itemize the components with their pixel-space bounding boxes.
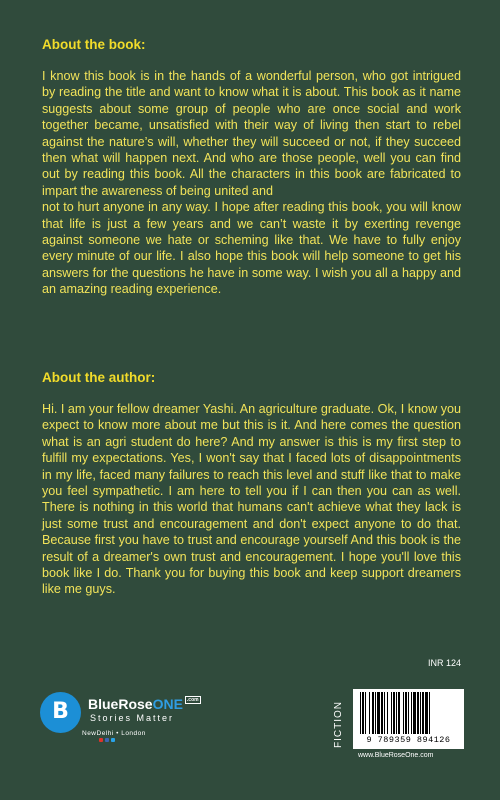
- about-author-text: Hi. I am your fellow dreamer Yashi. An agriculture graduate. Ok, I know you expect to know more about me but this is it. And here comes the question what is an agri student do here? And my answer is this is my first step to fulfill my expectations. Yes, I won't say that I faced lots of disappointments in my life, faced many failures to reach this level and stuff like that to make you feel sympathetic. I am here to tell you if I can then you can as well. There is nothing in this world that humans can't achieve what they lack is just some trust and encouragement and don't expect anyone to do that. Because first you have to trust and encourage yourself And this book is the result of a dreamer's own trust and encouragement. I hope you'll love this book like I do. Thank you for buying this book and keep support dreamers like me guys.: [42, 402, 461, 597]
- social-icon-3: [111, 738, 115, 742]
- publisher-cities: NewDelhi • London: [82, 730, 146, 737]
- publisher-website: www.BlueRoseOne.com: [358, 752, 434, 759]
- price-label: INR 124: [428, 658, 462, 668]
- about-book-text: I know this book is in the hands of a wonderful person, who got intrigued by reading the title and want to know what it is about. This book as it name suggests about some group of people who are once social and work together became, unsatisfied with their way of living then start to rebel against the nature’s will, whether they will succeed or not, if they succeed then what will happen next. And who are those people, well you can find out by reading this book. All the characters in this book are fabricated to impart the awareness of being united and not to hurt anyone in any way. I hope after reading this book, you will know that life is just a few years and we can’t waste it by exerting revenge against someone we hate or scheming like that. We have to fully enjoy every minute of our life. I also hope this book will help someone to get his answers for the questions he have in some way. I wish you all a happy and an amazing reading experience.: [42, 69, 461, 297]
- about-book-heading: About the book:: [42, 37, 146, 52]
- publisher-logo-icon: [40, 692, 81, 733]
- publisher-name-box: .com: [186, 697, 199, 703]
- logo-letter: B: [52, 699, 69, 724]
- publisher-name-part1: BlueRose: [88, 696, 153, 712]
- publisher-tagline: Stories Matter: [90, 713, 175, 723]
- social-icon-2: [105, 738, 109, 742]
- social-icons: [99, 738, 115, 742]
- social-icon-1: [99, 738, 103, 742]
- isbn-barcode: [353, 689, 464, 749]
- publisher-name: [88, 696, 201, 712]
- isbn-number: 9 789359 894126: [366, 735, 451, 745]
- about-author-heading: About the author:: [42, 370, 156, 385]
- genre-label: FICTION: [333, 701, 344, 748]
- publisher-name-part2: ONE: [152, 696, 183, 712]
- barcode-bars-icon: [360, 692, 457, 734]
